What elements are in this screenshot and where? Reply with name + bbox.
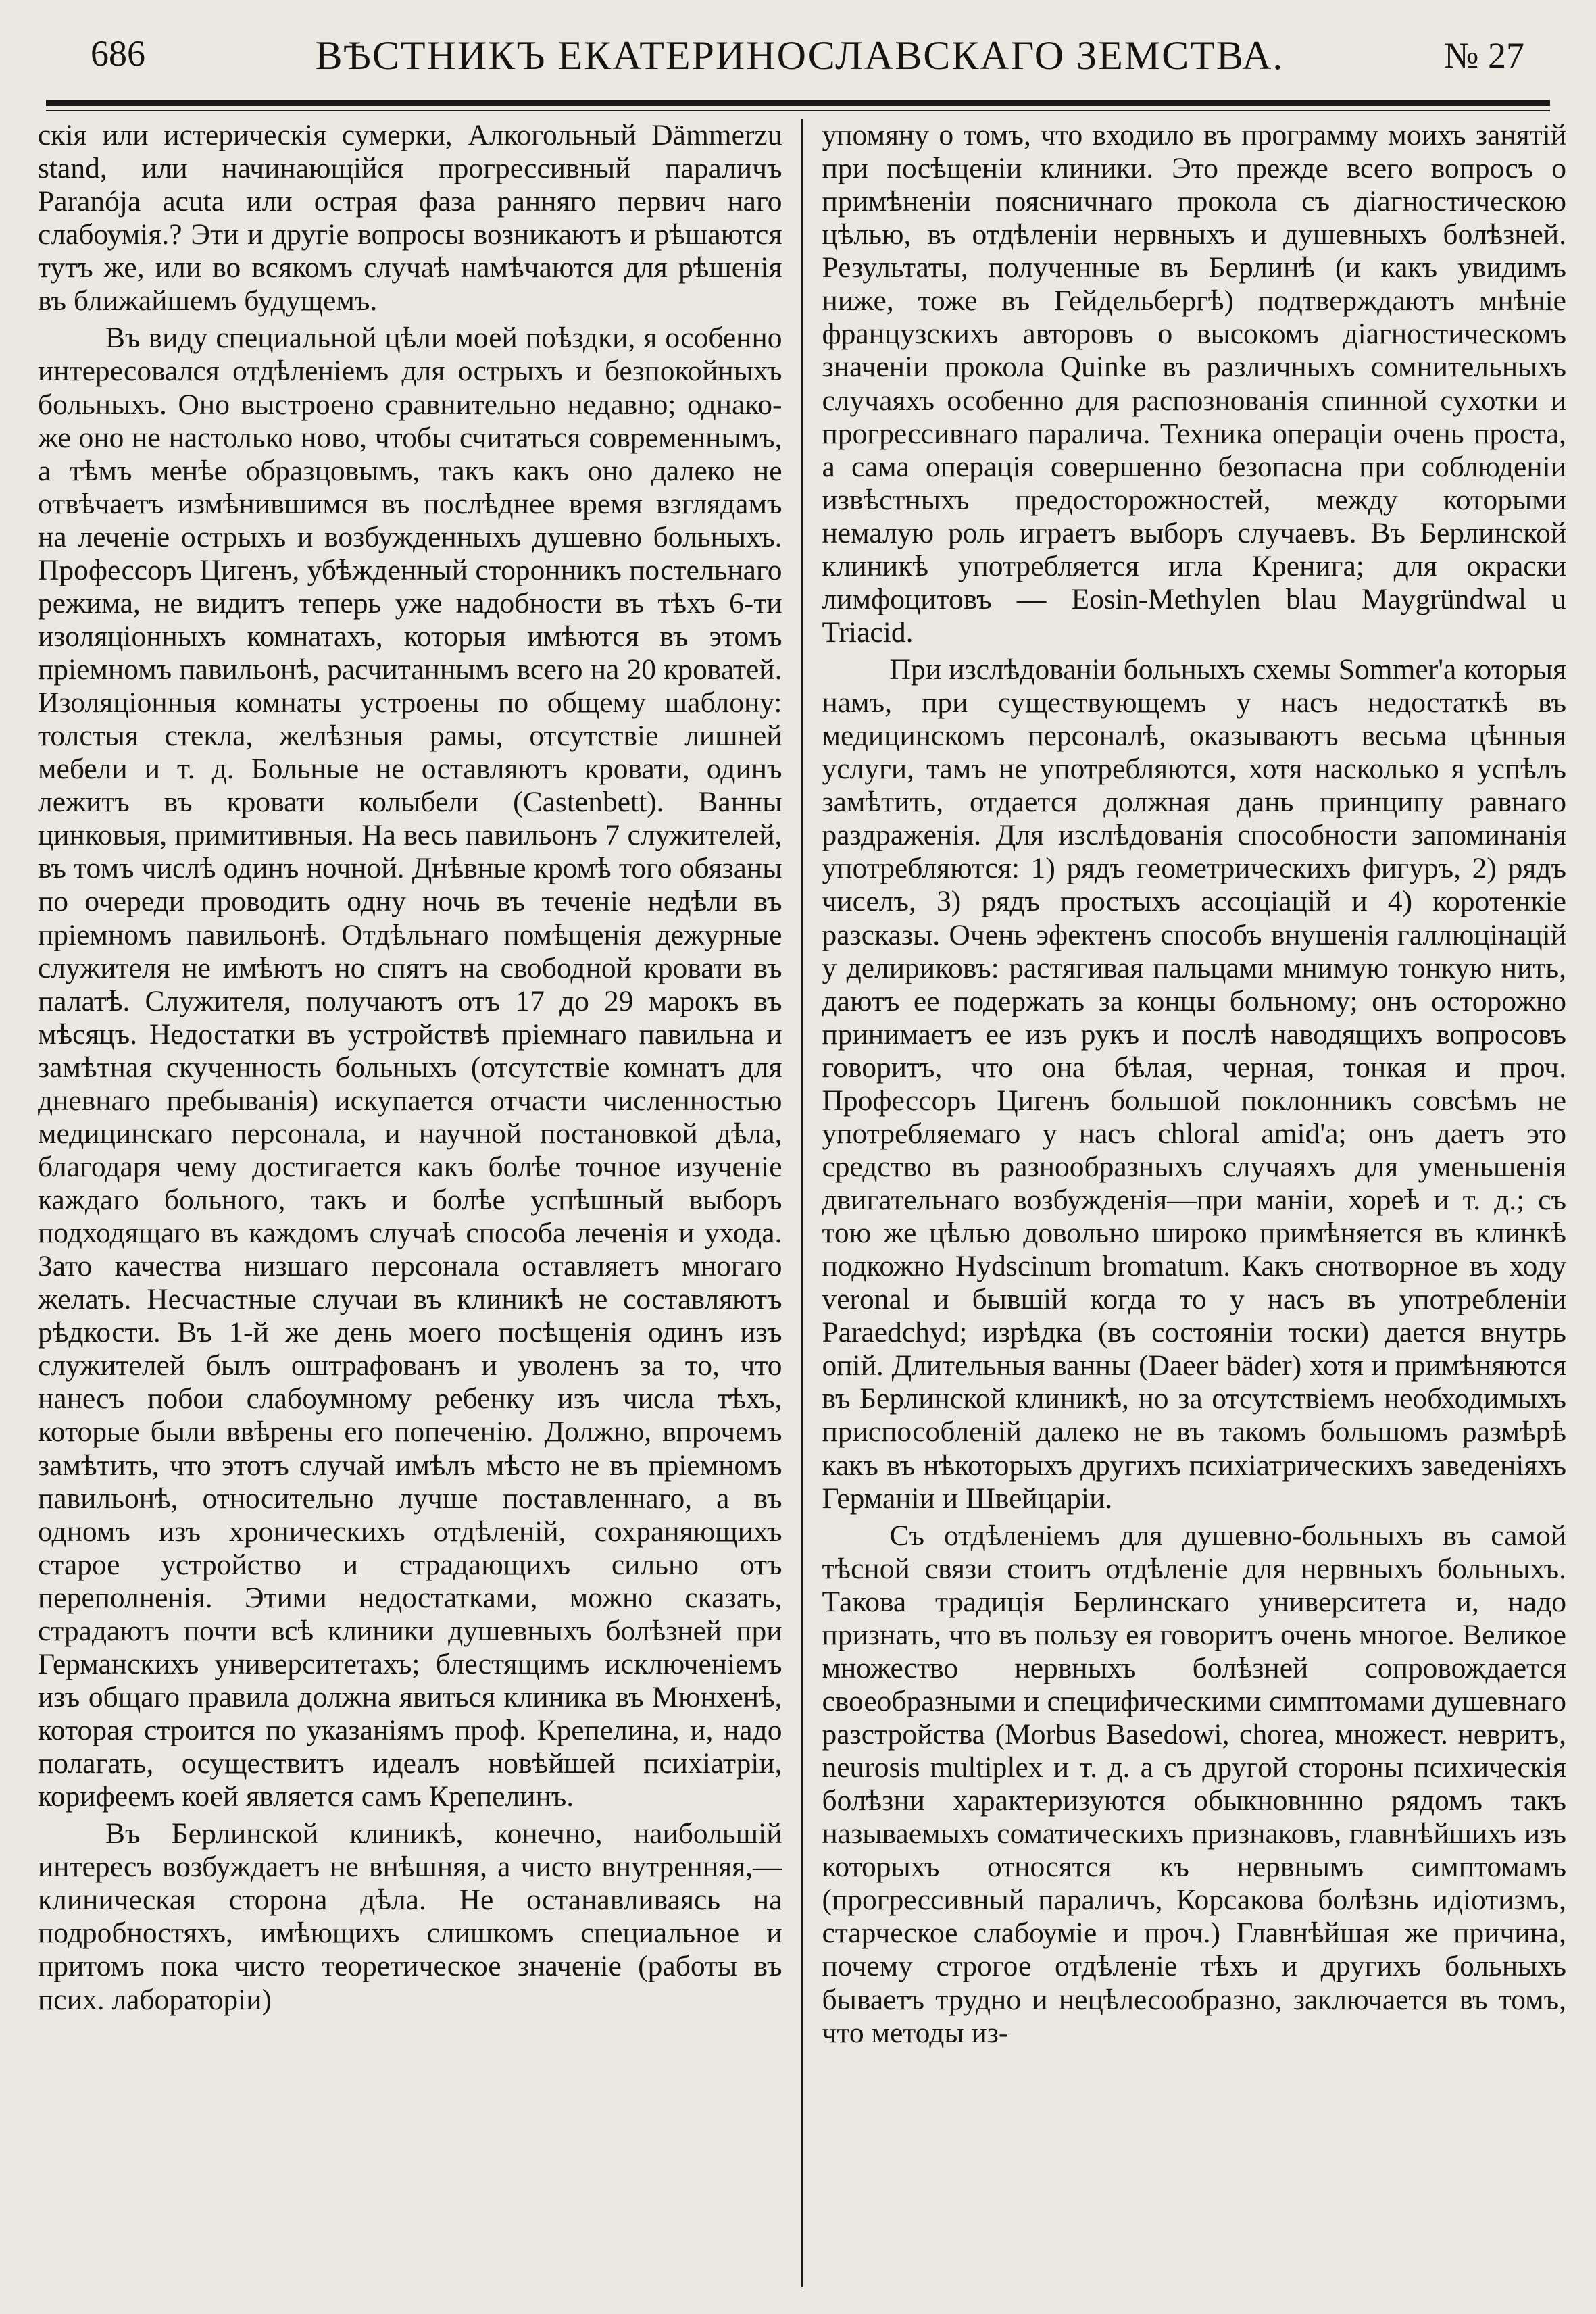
column-divider	[801, 119, 803, 2287]
right-paragraph-3: Съ отдѣленіемъ для душевно-больныхъ въ самой тѣсной связи стоитъ отдѣленіе для нервныхъ больныхъ. Такова традиція Берлинскаго университета и, надо признать, что въ пользу ея говоритъ очень многое. Великое множество нервныхъ болѣзней сопровождается своеобразными и специфическими симптомами душевнаго разстройства (Morbus Basedowi, chorea, множест. невритъ, neurosis multiplex и т. д. а съ другой стороны психическія болѣзни характеризуются обыкновнннo рядомъ такъ называемыхъ соматическихъ признаковъ, главнѣйшихъ изъ которыхъ относятся къ нервнымъ симптомамъ (прогрессивный параличъ, Корсакова болѣзнь идіотизмъ, старческое слабоуміе и проч.) Главнѣйшая же причина, почему строгое отдѣленіе тѣхъ и другихъ больныхъ бываетъ трудно и нецѣлесообразно, заключается въ томъ, что методы из-	[822, 1519, 1566, 2049]
right-paragraph-1: упомяну о томъ, что входило въ программу моихъ занятій при посѣщеніи клиники. Это прежде всего вопросъ о примѣненіи поясничнаго прокола съ діагностическою цѣлью, въ отдѣленіи нервныхъ и душевныхъ болѣзней. Результаты, полученные въ Берлинѣ (и какъ увидимъ ниже, тоже въ Гейдельбергѣ) подтверждаютъ мнѣніе французскихъ авторовъ о высокомъ діагностическомъ значеніи прокола Quinke въ различныхъ сомнительныхъ случаяхъ особенно для распознованія спинной сухотки и прогрессивнаго паралича. Техника операціи очень проста, а сама операція совершенно безопасна при соблюденіи извѣстныхъ предосторожностей, между которыми немалую роль играетъ выборъ случаевъ. Въ Берлинской клиникѣ употребляется игла Кренига; для окраски лимфоцитовъ — Eosin-Methylen blau Maygründwal u Triacid.	[822, 119, 1566, 649]
right-paragraph-2: При изслѣдованіи больныхъ схемы Sommer'a которыя намъ, при существующемъ у насъ недостаткѣ въ медицинскомъ персоналѣ, оказываютъ весьма цѣнныя услуги, тамъ не употребляются, хотя насколько я успѣлъ замѣтить, отдается должная дань принципу равнаго раздраженія. Для изслѣдованія способности запоминанія употребляются: 1) рядъ геометрическихъ фигуръ, 2) рядъ чиселъ, 3) рядъ простыхъ ассоціацій и 4) коротенкіе разсказы. Очень эфектенъ способъ внушенія галлюцінацій у делириковъ: растягивая пальцами мнимую тонкую нить, даютъ ее подержать за концы больному; онъ осторожно принимаетъ ее изъ рукъ и послѣ наводящихъ вопросовъ говоритъ, что она бѣлая, черная, тонкая и проч. Профессоръ Цигенъ большой поклонникъ совсѣмъ не употребляемаго у насъ chloral amid'a; онъ даетъ это средство въ разнообразныхъ случаяхъ для уменьшенія двигательнаго возбужденія—при маніи, хореѣ и т. д.; съ тою же цѣлью довольно широко примѣняется въ клинкѣ подкожно Hydscinum bromatum. Какъ снотворное въ ходу veronal и бывшій когда то у насъ въ употребленіи Paraedchyd; изрѣдка (въ состояніи тоски) дается внутрь опій. Длительныя ванны (Daeer bäder) хотя и примѣняются въ Берлинской клиникѣ, но за отсутствіемъ необходимыхъ приспособленій далеко не въ такомъ большомъ размѣрѣ какъ въ нѣкоторыхъ другихъ психіатрическихъ заведеніяхъ Германіи и Швейцаріи.	[822, 653, 1566, 1515]
right-column	[806, 119, 1567, 2287]
page-header	[27, 23, 1569, 88]
header-rule-thick	[46, 100, 1550, 106]
left-paragraph-2: Въ виду специальной цѣли моей поѣздки, я особенно интересовался отдѣленіемъ для острыхъ и безпокойныхъ больныхъ. Оно выстроено сравнительно недавно; однако-же оно не настолько ново, чтобы считаться современнымъ, а тѣмъ менѣе образцовымъ, такъ какъ оно далеко не отвѣчаетъ измѣнившимся въ послѣднее время взглядамъ на леченіе острыхъ и возбужденныхъ душевно больныхъ. Профессоръ Цигенъ, убѣжденный сторонникъ постельнаго режима, не видитъ теперь уже надобности въ тѣхъ 6-ти изоляціонныхъ комнатахъ, которыя имѣются въ этомъ пріемномъ павильонѣ, расчитаннымъ всего на 20 кроватей. Изоляціонныя комнаты устроены по общему шаблону: толстыя стекла, желѣзныя рамы, отсутствіе лишней мебели и т. д. Больные не оставляютъ кровати, одинъ лежитъ въ кровати колыбели (Castenbett). Ванны цинковыя, примитивныя. На весь павильонъ 7 служителей, въ томъ числѣ одинъ ночной. Днѣвные кромѣ того обязаны по очереди проводить одну ночь въ теченіе недѣли въ пріемномъ павильонѣ. Отдѣльнаго помѣщенія дежурные служителя не имѣютъ но спятъ на свободной кровати въ палатѣ. Служителя, получаютъ отъ 17 до 29 марокъ въ мѣсяцъ. Недостатки въ устройствѣ пріемнаго павильна и замѣтная скученность больныхъ (отсутствіе комнатъ для дневнаго пребыванія) искупается отчасти численностью медицинскаго персонала, и научной постановкой дѣла, благодаря чему достигается какъ болѣе точное изученіе каждаго больного, такъ и болѣе успѣшный выборъ подходящаго въ каждомъ случаѣ способа леченія и ухода. Зато качества низшаго персонала оставляетъ многаго желать. Несчастные случаи въ клиникѣ не составляютъ рѣдкости. Въ 1-й же день моего посѣщенія одинъ изъ служителей былъ оштрафованъ и уволенъ за то, что нанесъ побои слабоумному ребенку изъ числа тѣхъ, которые были ввѣрены его попеченію. Должно, впрочемъ замѣтить, что этотъ случай имѣлъ мѣсто не въ пріемномъ павильонѣ, относительно лучше поставленнаго, а въ одномъ изъ хроническихъ отдѣленій, сохраняющихъ старое устройство и страдающихъ сильно отъ переполненія. Этими недостатками, можно сказать, страдаютъ почти всѣ клиники душевныхъ болѣзней при Германскихъ университетахъ; блестящимъ исключеніемъ изъ общаго правила должна явиться клиника въ Мюнхенѣ, которая строится по указаніямъ проф. Крепелина, и, надо полагать, осуществитъ идеалъ новѣйшей психіатріи, корифеемъ коей является самъ Крепелинъ.	[38, 322, 782, 1813]
header-rule-thin	[46, 110, 1550, 111]
left-paragraph-3: Въ Берлинской клиникѣ, конечно, наибольшій интересъ возбуждаетъ не внѣшняя, а чисто внутренняя,—клиническая сторона дѣла. Не останавливаясь на подробностяхъ, имѣющихъ слишкомъ специальное и притомъ пока чисто теоретическое значеніе (работы въ псих. лабораторіи)	[38, 1817, 782, 2016]
page-number: 686	[91, 33, 145, 74]
issue-number: № 27	[1443, 35, 1524, 76]
running-title: ВѢСТНИКЪ ЕКАТЕРИНОСЛАВСКАГО ЗЕМСТВА.	[315, 32, 1285, 78]
text-columns	[38, 119, 1566, 2287]
left-column	[38, 119, 799, 2287]
left-paragraph-1: скія или истерическія сумерки, Алкогольный Dämmerzu stand, или начинающійся прогрессивный параличъ Paranója acuta или острая фаза ранняго первич наго слабоумія.? Эти и другіе вопросы возникаютъ и рѣшаются тутъ же, или во всякомъ случаѣ намѣчаются для рѣшенія въ ближайшемъ будущемъ.	[38, 119, 782, 318]
